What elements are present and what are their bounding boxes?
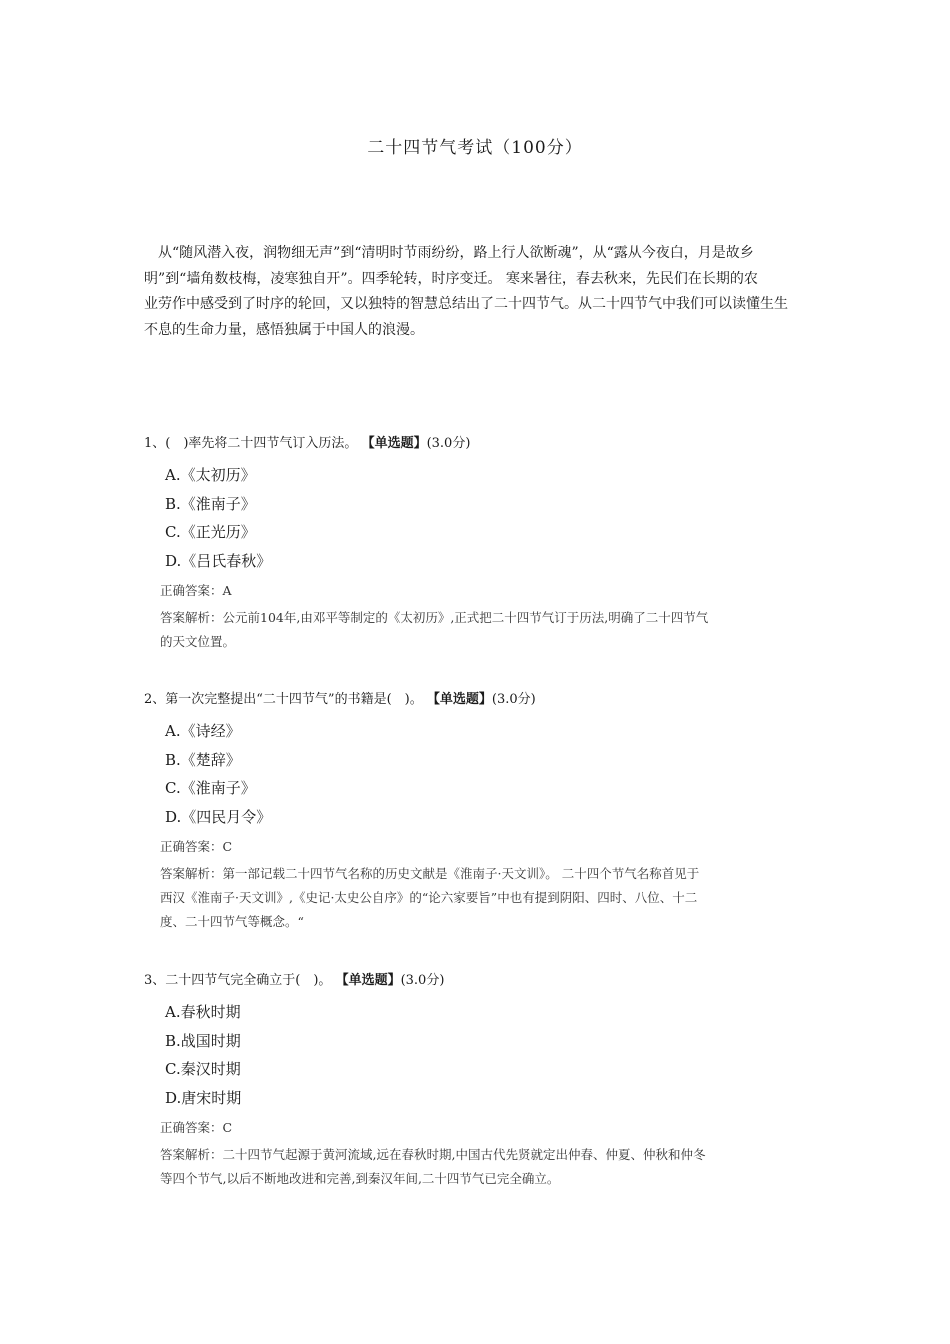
question-text: 1、( )率先将二十四节气订入历法。 [144,436,358,451]
answer-explanation [160,606,800,654]
intro-line: 明”到“墙角数枝梅，凌寒独自开”。四季轮转，时序变迁。 寒来暑往，春去秋来，先民们在长期的农 [144,270,758,287]
explanation-line: 答案解析：第一部记载二十四节气名称的历史文献是《淮南子·天文训》。 二十四个节气名称首见于 [160,866,700,881]
explanation-line: 西汉《淮南子·天文训》,《史记·太史公自序》的“论六家要旨”中也有提到阴阳、四时、八位、十二 [160,890,698,905]
option-d[interactable]: D.《四民月令》 [165,807,272,826]
option-c[interactable]: C.《淮南子》 [165,779,256,797]
option-c[interactable]: C.秦汉时期 [165,1060,241,1078]
intro-line: 不息的生命力量，感悟独属于中国人的浪漫。 [144,321,424,338]
option-b[interactable]: B.《淮南子》 [165,494,256,513]
option-d[interactable]: D.唐宋时期 [165,1088,242,1107]
question-3 [144,969,824,1191]
question-stem [144,432,824,451]
option-d[interactable]: D.《吕氏春秋》 [165,551,272,570]
question-type-tag: 【单选题】 [361,436,427,451]
option-a[interactable]: A.《诗经》 [165,722,241,740]
explanation-line: 答案解析：公元前104年,由邓平等制定的《太初历》,正式把二十四节气订于历法,明确了二十四节气 [160,610,709,625]
intro-line: 业劳作中感受到了时序的轮回，又以独特的智慧总结出了二十四节气。从二十四节气中我们可以读懂生生 [144,296,788,312]
explanation-line: 等四个节气,以后不断地改进和完善,到秦汉年间,二十四节气已完全确立。 [160,1171,560,1186]
option-list [165,461,824,575]
explanation-line: 答案解析：二十四节气起源于黄河流域,远在春秋时期,中国古代先贤就定出仲春、仲夏、仲秋和仲冬 [160,1147,706,1162]
option-b[interactable]: B.战国时期 [165,1031,241,1050]
option-a[interactable]: A.春秋时期 [165,1003,241,1021]
question-type-tag: 【单选题】 [426,692,492,707]
answer-explanation [160,862,800,934]
question-score: (3.0分) [400,973,445,988]
question-text: 2、第一次完整提出“二十四节气”的书籍是( )。 [144,692,423,707]
question-type-tag: 【单选题】 [335,973,401,988]
correct-answer: 正确答案：C [160,1120,233,1135]
option-list [165,998,824,1112]
correct-answer: 正确答案：A [160,583,232,598]
question-stem [144,688,824,707]
intro-line: 从“随风潜入夜，润物细无声”到“清明时节雨纷纷，路上行人欲断魂”，从“露从今夜白，月是故乡 [158,245,754,261]
option-b[interactable]: B.《楚辞》 [165,750,241,769]
question-stem [144,969,824,988]
option-c[interactable]: C.《正光历》 [165,523,256,541]
option-list [165,717,824,831]
page-title: 二十四节气考试（100分） [367,138,583,158]
question-text: 3、二十四节气完全确立于( )。 [144,973,332,988]
correct-answer: 正确答案：C [160,839,233,854]
question-1 [144,432,824,654]
question-2 [144,688,824,934]
explanation-line: 的天文位置。 [160,634,236,649]
explanation-line: 度、二十四节气等概念。“ [160,914,304,929]
option-a[interactable]: A.《太初历》 [165,466,256,484]
question-score: (3.0分) [426,436,471,451]
question-score: (3.0分) [491,692,536,707]
answer-explanation [160,1143,800,1191]
intro-paragraph [144,241,824,343]
